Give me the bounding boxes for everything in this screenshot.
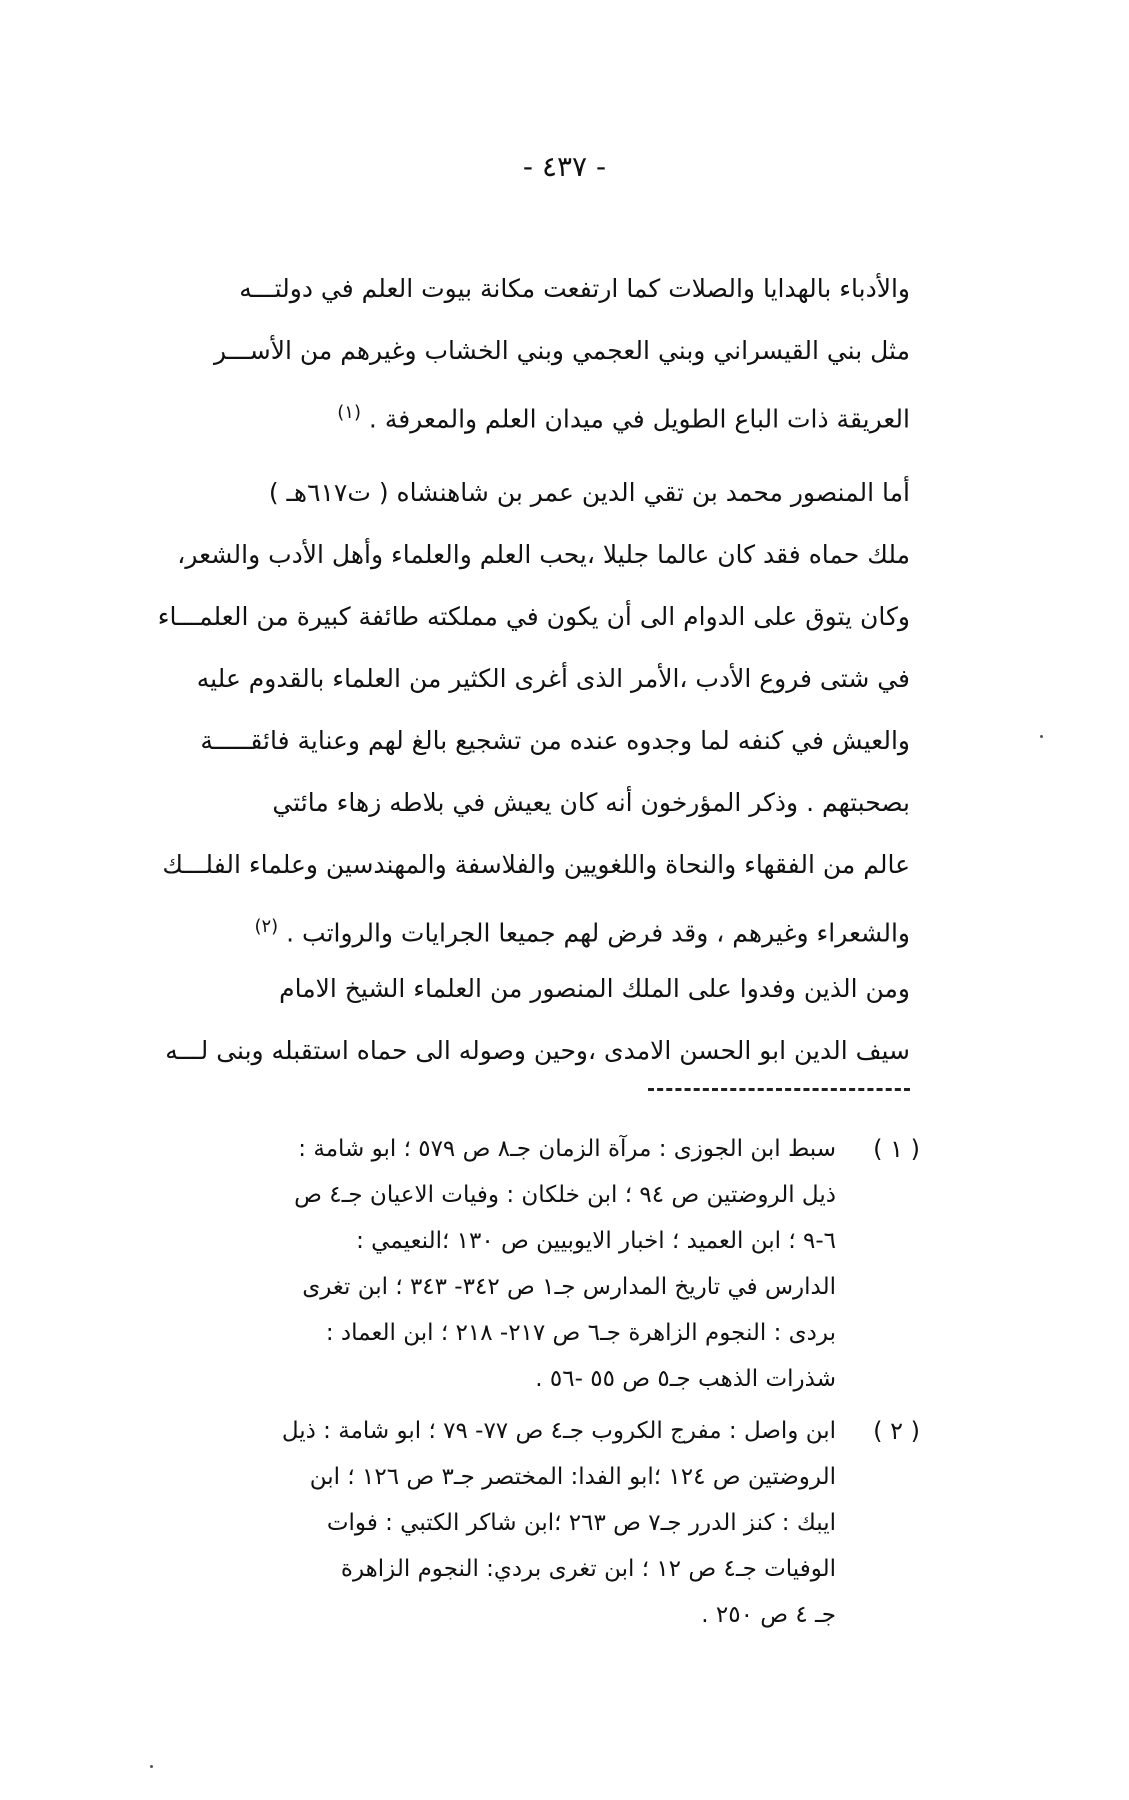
body-line: بصحبتهم . وذكر المؤرخون أنه كان يعيش في بلاطه زهاء مائتي: [272, 788, 910, 817]
body-line-text: والشعراء وغيرهم ، وقد فرض لهم جميعا الجرايات والرواتب .: [286, 918, 910, 948]
scan-speck: [1040, 735, 1043, 738]
footnote-body: [140, 1408, 860, 1638]
footnote-2: [140, 1408, 920, 1638]
footnote-line: بردى : النجوم الزاهرة جـ٦ ص ٢١٧- ٢١٨ ؛ ابن العماد :: [325, 1320, 836, 1346]
footnote-line: ٦-٩ ؛ ابن العميد ؛ اخبار الايوبيين ص ١٣٠ ؛النعيمي :: [356, 1228, 836, 1254]
body-line: عالم من الفقهاء والنحاة واللغويين والفلاسفة والمهندسين وعلماء الفلـــك: [162, 850, 910, 879]
footnote-line: جـ ٤ ص ٢٥٠ .: [701, 1602, 836, 1628]
footnote-number: ( ٢ ): [873, 1417, 920, 1445]
body-text: [150, 258, 910, 1082]
footnote-line: الروضتين ص ١٢٤ ؛ابو الفدا: المختصر جـ٣ ص ١٢٦ ؛ ابن: [309, 1464, 836, 1490]
footnote-line: الوفيات جـ٤ ص ١٢ ؛ ابن تغرى بردي: النجوم الزاهرة: [340, 1556, 836, 1582]
footnote-line: ابن واصل : مفرج الكروب جـ٤ ص ٧٧- ٧٩ ؛ ابو شامة : ذيل: [281, 1418, 836, 1444]
body-line: مثل بني القيسراني وبني العجمي وبني الخشاب وغيرهم من الأســـر: [214, 336, 910, 365]
footnote-body: [140, 1126, 860, 1402]
footnote-line: ايبك : كنز الدرر جـ٧ ص ٢٦٣ ؛ابن شاكر الكتبي : فوات: [326, 1510, 836, 1536]
footnote-number: ( ١ ): [873, 1135, 920, 1163]
footnote-separator: [648, 1088, 910, 1091]
scan-speck: [150, 1765, 153, 1768]
body-line: والأدباء بالهدايا والصلات كما ارتفعت مكانة بيوت العلم في دولتـــه: [239, 274, 910, 303]
footnotes: [140, 1126, 920, 1644]
footnote-line: ذيل الروضتين ص ٩٤ ؛ ابن خلكان : وفيات الاعيان جـ٤ ص: [294, 1182, 836, 1208]
body-line: في شتى فروع الأدب ،الأمر الذى أغرى الكثير من العلماء بالقدوم عليه: [196, 664, 910, 693]
body-line: [150, 382, 910, 444]
body-line: سيف الدين ابو الحسن الامدى ،وحين وصوله الى حماه استقبله وبنى لـــه: [165, 1036, 910, 1065]
footnote-line: شذرات الذهب جـ٥ ص ٥٥ -٥٦ .: [535, 1366, 836, 1392]
body-line: [150, 896, 910, 958]
body-line: أما المنصور محمد بن تقي الدين عمر بن شاهنشاه ( ت٦١٧هـ ): [268, 478, 910, 507]
body-line: ومن الذين وفدوا على الملك المنصور من العلماء الشيخ الامام: [279, 974, 910, 1003]
body-line: ملك حماه فقد كان عالما جليلا ،يحب العلم والعلماء وأهل الأدب والشعر،: [177, 540, 910, 569]
footnote-ref-1: (١): [337, 402, 361, 423]
footnote-ref-2: (٢): [254, 916, 279, 937]
footnote-line: الدارس في تاريخ المدارس جـ١ ص ٣٤٢- ٣٤٣ ؛ ابن تغرى: [302, 1274, 836, 1300]
footnote-line: سبط ابن الجوزى : مرآة الزمان جـ٨ ص ٥٧٩ ؛ ابو شامة :: [298, 1136, 836, 1162]
page-number: - ٤٣٧ -: [522, 150, 607, 183]
body-line-text: العريقة ذات الباع الطويل في ميدان العلم والمعرفة .: [368, 404, 910, 434]
body-line: وكان يتوق على الدوام الى أن يكون في مملكته طائفة كبيرة من العلمـــاء: [157, 602, 910, 631]
body-line: والعيش في كنفه لما وجدوه عنده من تشجيع بالغ لهم وعناية فائقـــــة: [200, 726, 910, 755]
footnote-1: [140, 1126, 920, 1402]
